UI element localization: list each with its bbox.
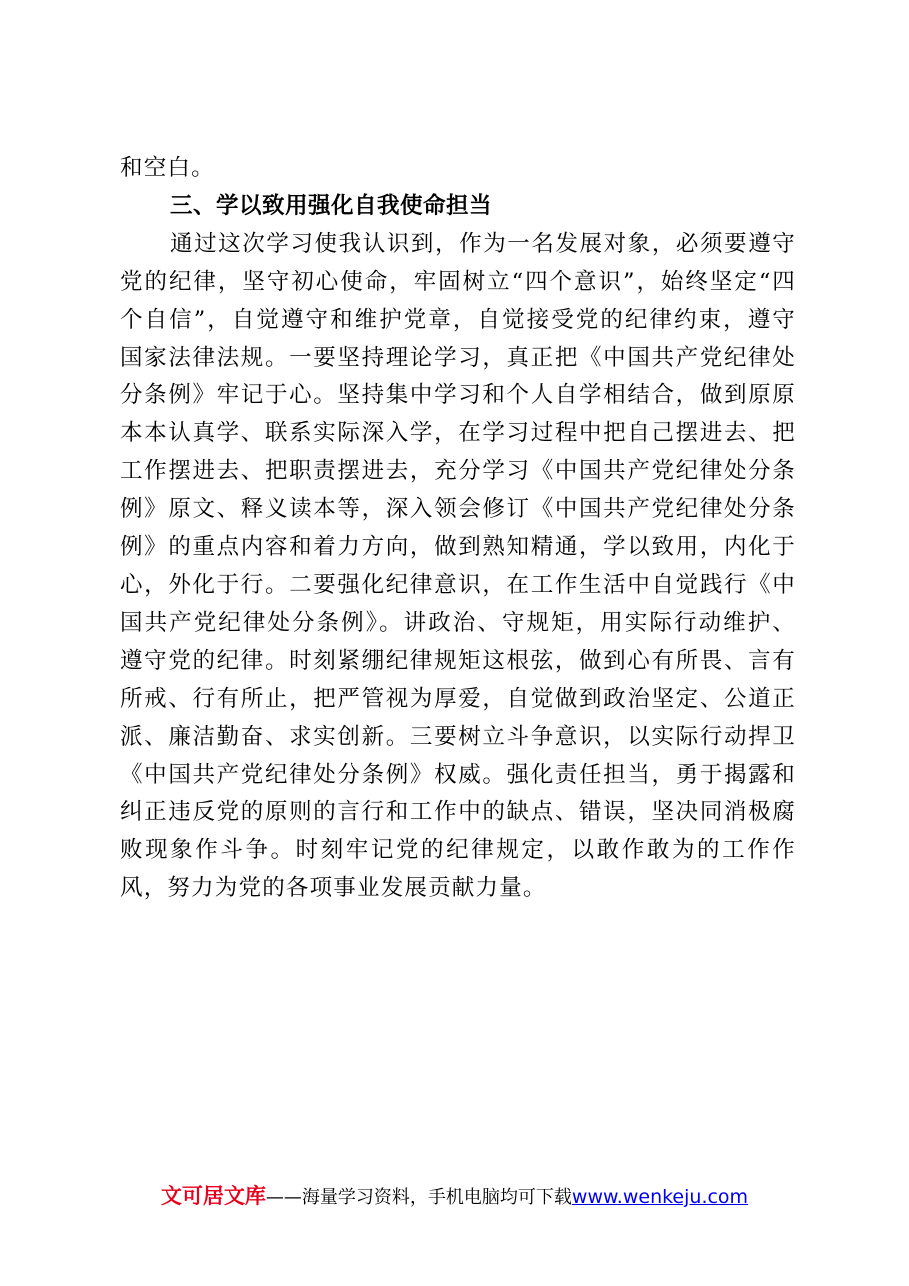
body-paragraph: 通过这次学习使我认识到，作为一名发展对象，必须要遵守党的纪律，坚守初心使命，牢固树立“四个意识”，始终坚定“四个自信”，自觉遵守和维护党章，自觉接受党的纪律约束，遵守国家法律法规。一要坚持理论学习，真正把《中国共产党纪律处分条例》牢记于心。坚持集中学习和个人自学相结合，做到原原本本认真学、联系实际深入学，在学习过程中把自己摆进去、把工作摆进去、把职责摆进去，充分学习《中国共产党纪律处分条例》原文、释义读本等，深入领会修订《中国共产党纪律处分条例》的重点内容和着力方向，做到熟知精通，学以致用，内化于心，外化于行。二要强化纪律意识，在工作生活中自觉践行《中国共产党纪律处分条例》。讲政治、守规矩，用实际行动维护、遵守党的纪律。时刻紧绷纪律规矩这根弦，做到心有所畏、言有所戒、行有所止，把严管视为厚爱，自觉做到政治坚定、公道正派、廉洁勤奋、求实创新。三要树立斗争意识，以实际行动捍卫《中国共产党纪律处分条例》权威。强化责任担当，勇于揭露和纠正违反党的原则的言行和工作中的缺点、错误，坚决同消极腐败现象作斗争。时刻牢记党的纪律规定，以敢作敢为的工作作风，努力为党的各项事业发展贡献力量。: [120, 230, 796, 902]
section-heading: 三、学以致用强化自我使命担当: [170, 192, 493, 219]
footer-brand: 文可居文库: [160, 1184, 266, 1208]
continuation-text: 和空白。: [120, 155, 215, 181]
document-body: [120, 150, 796, 908]
footer-tagline: ——海量学习资料，手机电脑均可下载: [265, 1187, 572, 1208]
footer-link[interactable]: www.wenkeju.com: [571, 1186, 749, 1208]
footer-banner: [0, 1180, 909, 1210]
